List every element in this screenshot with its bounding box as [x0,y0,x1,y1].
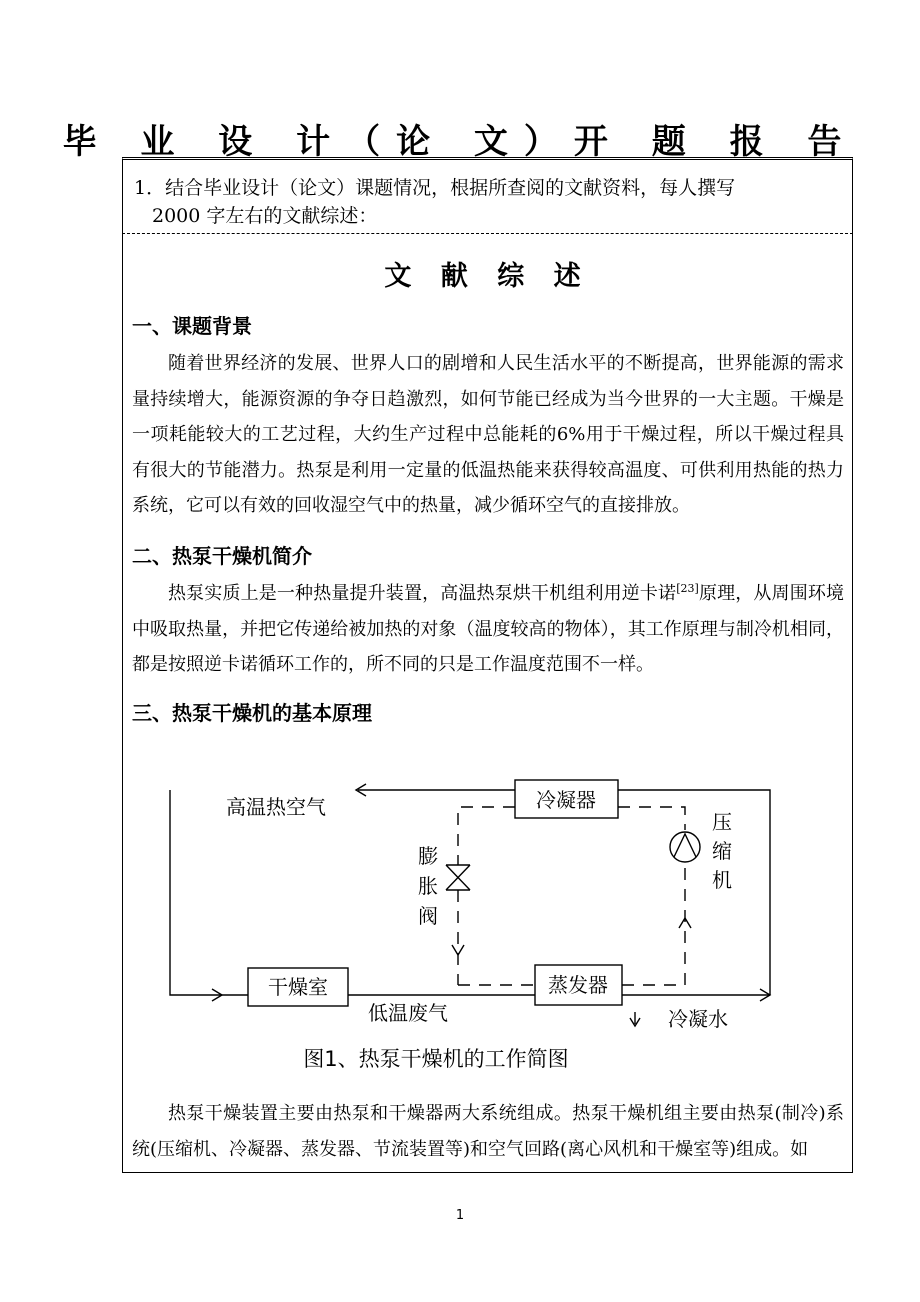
section-1-heading: 一、课题背景 [132,314,252,338]
citation-ref: [23] [676,582,699,595]
condensate-label: 冷凝水 [668,1007,728,1031]
document-title: 毕 业 设 计（论 文）开 题 报 告 [62,122,858,162]
review-heading: 文 献 综 述 [384,261,591,292]
section-2-text-b: 原理，从周围环境中吸取热量，并把它传递给被加热的对象（温度较高的物体），其工作原理与制冷机相同，都是按照逆卡诺循环工作的，所不同的只是工作温度范围不一样。 [132,583,844,675]
requirement-line-2: 2000 字左右的文献综述： [152,205,378,227]
requirement-line-1: 1．结合毕业设计（论文）课题情况，根据所查阅的文献资料，每人撰写 [134,177,736,199]
expansion-valve-icon [446,865,470,890]
expansion-valve-label-2: 胀 [418,874,438,898]
compressor-label-2: 缩 [712,839,732,863]
compressor-label-1: 压 [712,810,732,834]
section-3-heading: 三、热泵干燥机的基本原理 [132,701,372,725]
expansion-valve-label-3: 阀 [418,904,438,928]
section-1-paragraph: 随着世界经济的发展、世界人口的剧增和人民生活水平的不断提高，世界能源的需求量持续增大，能源资源的争夺日趋激烈，如何节能已经成为当今世界的一大主题。干燥是一项耗能较大的工艺过程，大约生产过程中总能耗的6%用于干燥过程，所以干燥过程具有很大的节能潜力。热泵是利用一定量的低温热能来获得较高温度、可供利用热能的热力系统，它可以有效的回收湿空气中的热量，减少循环空气的直接排放。 [132,353,844,516]
expansion-valve-label-1: 膨 [418,844,438,868]
compressor-label-3: 机 [712,868,732,892]
section-2-heading: 二、热泵干燥机简介 [132,544,312,568]
figure-caption: 图1、热泵干燥机的工作简图 [303,1047,569,1071]
evaporator-label: 蒸发器 [548,973,608,997]
section-2-text-a: 热泵实质上是一种热量提升装置，高温热泵烘干机组利用逆卡诺 [168,583,677,604]
refrigerant-loop [458,807,685,985]
compressor-icon [670,832,700,862]
section-2-paragraph [132,576,844,683]
heat-pump-diagram [160,760,790,1080]
dashed-divider [122,233,853,234]
section-3-paragraph: 热泵干燥装置主要由热泵和干燥器两大系统组成。热泵干燥机组主要由热泵(制冷)系统(压缩机、冷凝器、蒸发器、节流装置等)和空气回路(离心风机和干燥室等)组成。如 [132,1103,844,1160]
hot-air-label: 高温热空气 [226,795,326,819]
waste-air-label: 低温废气 [368,1001,448,1025]
drying-room-label: 干燥室 [268,975,328,999]
condenser-label: 冷凝器 [536,788,596,812]
page-number: 1 [455,1208,465,1223]
requirement-text [134,174,834,230]
